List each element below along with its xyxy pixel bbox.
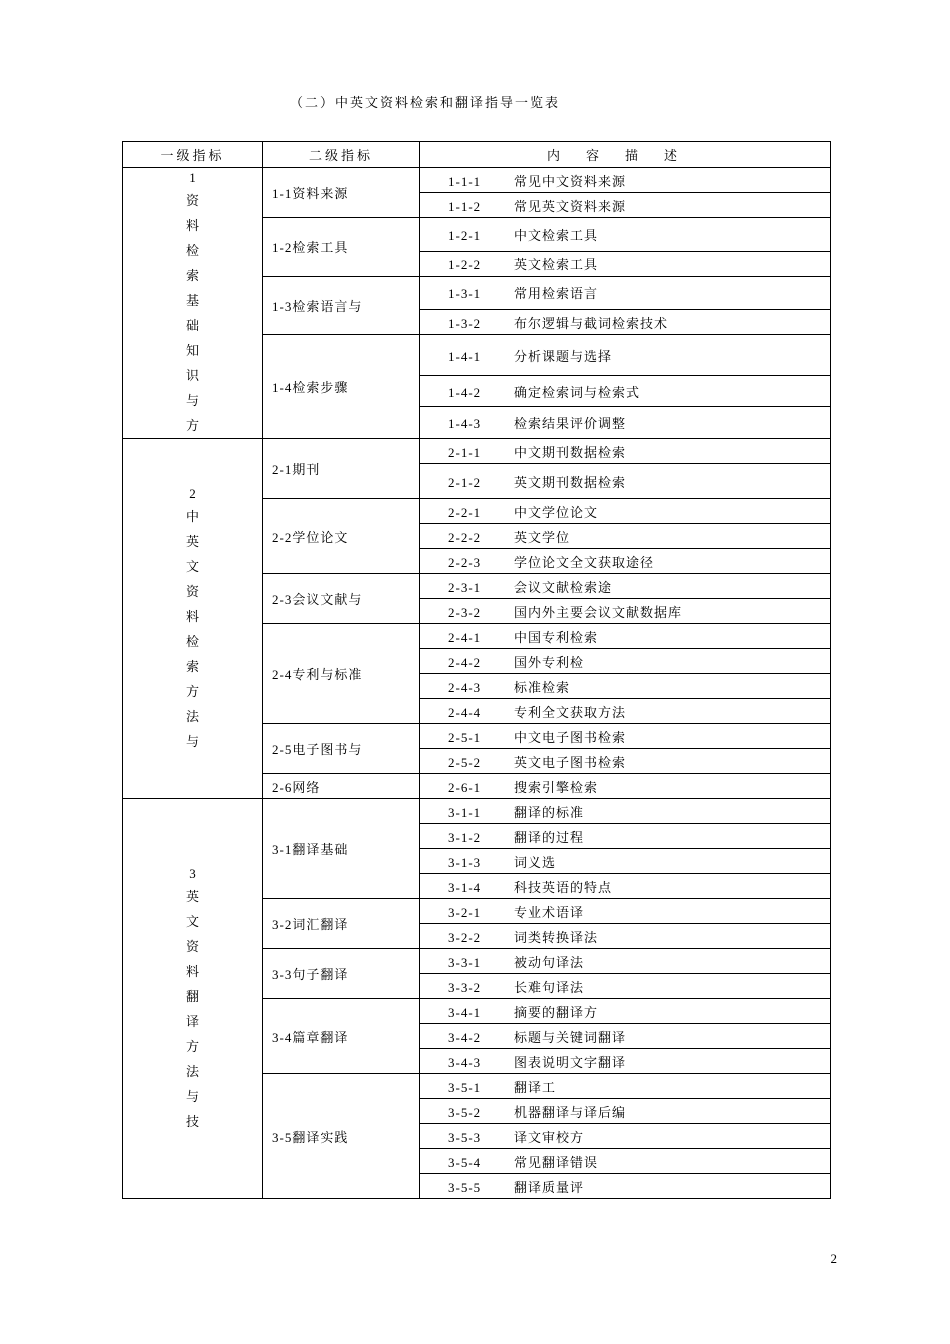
level1-char: 法 [185, 708, 199, 724]
item-code: 3-5-2 [448, 1104, 482, 1120]
content-cell [420, 974, 831, 999]
content-cell [420, 1149, 831, 1174]
content-cell [420, 949, 831, 974]
content-cell [420, 168, 831, 193]
level2-cell: 3-2词汇翻译 [263, 899, 420, 949]
content-cell [420, 1174, 831, 1199]
item-text: 被动句译法 [514, 954, 585, 970]
content-cell [420, 999, 831, 1024]
item-code: 3-1-3 [448, 854, 482, 870]
item-code: 2-1-2 [448, 474, 482, 490]
item-code: 2-4-1 [448, 629, 482, 645]
header-level1: 一级指标 [123, 142, 263, 168]
table-body [123, 168, 831, 1199]
level2-cell: 1-4检索步骤 [263, 335, 420, 439]
content-cell [420, 1099, 831, 1124]
item-code: 1-2-2 [448, 257, 482, 273]
item-text: 英文电子图书检索 [514, 754, 627, 770]
item-code: 1-4-2 [448, 384, 482, 400]
level1-char: 翻 [185, 988, 199, 1004]
item-text: 专业术语译 [514, 904, 585, 920]
item-text: 词类转换译法 [514, 929, 599, 945]
level1-char: 英 [185, 533, 199, 549]
level2-cell: 2-5电子图书与 [263, 724, 420, 774]
level1-char: 检 [185, 633, 199, 649]
content-cell [420, 218, 831, 252]
level1-cell [123, 168, 263, 439]
level1-char: 译 [185, 1013, 199, 1029]
content-cell [420, 799, 831, 824]
item-code: 1-3-2 [448, 315, 482, 331]
page-title: （二）中英文资料检索和翻译指导一览表 [290, 95, 561, 110]
item-code: 2-2-1 [448, 504, 482, 520]
level1-char: 知 [185, 343, 199, 358]
level1-char: 技 [185, 1113, 199, 1129]
level1-char: 检 [185, 243, 199, 258]
content-cell [420, 193, 831, 218]
level1-char: 与 [185, 733, 199, 749]
page-number: 2 [830, 1251, 837, 1266]
content-cell [420, 674, 831, 699]
item-code: 1-1-1 [448, 173, 482, 189]
item-code: 3-5-4 [448, 1154, 482, 1170]
item-code: 3-5-5 [448, 1179, 482, 1195]
item-code: 2-5-1 [448, 729, 482, 745]
level1-char: 基 [185, 293, 199, 308]
item-text: 英文检索工具 [514, 257, 599, 273]
item-text: 标题与关键词翻译 [514, 1029, 627, 1045]
item-text: 会议文献检索途 [514, 579, 613, 595]
item-text: 中文检索工具 [514, 227, 599, 243]
item-text: 常用检索语言 [514, 286, 599, 302]
indicator-table [122, 141, 831, 1199]
content-cell [420, 699, 831, 724]
content-cell [420, 849, 831, 874]
item-code: 2-2-2 [448, 529, 482, 545]
item-code: 1-1-2 [448, 198, 482, 214]
item-code: 2-6-1 [448, 779, 482, 795]
item-code: 3-2-2 [448, 929, 482, 945]
item-text: 翻译的过程 [514, 829, 585, 845]
item-text: 机器翻译与译后编 [514, 1104, 627, 1120]
content-cell [420, 1049, 831, 1074]
item-code: 3-1-2 [448, 829, 482, 845]
level1-char: 料 [185, 608, 199, 624]
item-text: 中国专利检索 [514, 629, 599, 645]
level1-char: 础 [185, 318, 199, 333]
item-text: 常见英文资料来源 [514, 198, 627, 214]
level1-char: 索 [185, 658, 199, 674]
item-code: 2-3-2 [448, 604, 482, 620]
level1-char: 方 [185, 1038, 199, 1054]
content-cell [420, 624, 831, 649]
item-text: 分析课题与选择 [514, 348, 613, 364]
level2-cell: 3-1翻译基础 [263, 799, 420, 899]
level2-cell: 1-2检索工具 [263, 218, 420, 277]
level2-cell: 2-1期刊 [263, 439, 420, 499]
item-code: 3-4-2 [448, 1029, 482, 1045]
level1-number: 3 [189, 865, 196, 881]
content-cell [420, 724, 831, 749]
level1-cell [123, 799, 263, 1199]
item-code: 3-3-1 [448, 954, 482, 970]
table-header-row [123, 142, 831, 168]
level1-number: 2 [189, 485, 196, 501]
content-cell [420, 251, 831, 276]
content-cell [420, 774, 831, 799]
content-cell [420, 310, 831, 335]
level2-cell: 3-4篇章翻译 [263, 999, 420, 1074]
content-cell [420, 464, 831, 499]
item-text: 翻译质量评 [514, 1179, 585, 1195]
item-code: 3-1-4 [448, 879, 482, 895]
item-code: 2-2-3 [448, 554, 482, 570]
item-code: 1-3-1 [448, 286, 482, 302]
content-cell [420, 1024, 831, 1049]
item-code: 2-1-1 [448, 444, 482, 460]
level1-char: 与 [185, 393, 199, 408]
level1-char: 中 [185, 508, 199, 524]
level1-char: 方 [185, 683, 199, 699]
level1-char: 文 [185, 913, 199, 929]
level2-cell: 1-1资料来源 [263, 168, 420, 218]
level1-cell [123, 439, 263, 799]
level1-char: 法 [185, 1063, 199, 1079]
item-code: 2-5-2 [448, 754, 482, 770]
level1-char: 料 [185, 963, 199, 979]
content-cell [420, 1074, 831, 1099]
content-cell [420, 574, 831, 599]
content-cell [420, 407, 831, 439]
content-cell [420, 499, 831, 524]
item-text: 常见翻译错误 [514, 1154, 599, 1170]
item-text: 国外专利检 [514, 654, 585, 670]
content-cell [420, 899, 831, 924]
item-text: 中文期刊数据检索 [514, 444, 627, 460]
content-cell [420, 1124, 831, 1149]
item-text: 译文审校方 [514, 1129, 585, 1145]
level1-char: 索 [185, 268, 199, 283]
level1-char: 资 [185, 938, 199, 954]
content-cell [420, 276, 831, 310]
item-text: 长难句译法 [514, 979, 585, 995]
item-code: 3-1-1 [448, 804, 482, 820]
level2-cell: 2-4专利与标准 [263, 624, 420, 724]
item-code: 2-4-3 [448, 679, 482, 695]
content-cell [420, 335, 831, 376]
content-cell [420, 649, 831, 674]
item-text: 学位论文全文获取途径 [514, 554, 655, 570]
item-code: 3-2-1 [448, 904, 482, 920]
content-cell [420, 376, 831, 407]
item-text: 英文期刊数据检索 [514, 474, 627, 490]
item-text: 国内外主要会议文献数据库 [514, 604, 683, 620]
level1-char: 与 [185, 1088, 199, 1104]
content-cell [420, 439, 831, 464]
level2-cell: 3-3句子翻译 [263, 949, 420, 999]
header-level2: 二级指标 [263, 142, 420, 168]
item-code: 2-3-1 [448, 579, 482, 595]
item-text: 翻译工 [514, 1079, 557, 1095]
item-text: 搜索引擎检索 [514, 779, 599, 795]
item-text: 布尔逻辑与截词检索技术 [514, 315, 669, 331]
item-text: 检索结果评价调整 [514, 416, 627, 431]
item-code: 3-4-1 [448, 1004, 482, 1020]
level2-cell: 2-2学位论文 [263, 499, 420, 574]
content-cell [420, 824, 831, 849]
level1-char: 料 [185, 218, 199, 233]
item-text: 科技英语的特点 [514, 879, 613, 895]
table-row [123, 799, 831, 824]
level1-char: 方 [185, 418, 199, 433]
content-cell [420, 549, 831, 574]
level1-char: 英 [185, 888, 199, 904]
item-text: 专利全文获取方法 [514, 704, 627, 720]
content-cell [420, 524, 831, 549]
item-text: 常见中文资料来源 [514, 173, 627, 189]
item-code: 2-4-4 [448, 704, 482, 720]
item-code: 3-3-2 [448, 979, 482, 995]
table-row [123, 168, 831, 193]
item-text: 标准检索 [514, 679, 571, 695]
item-code: 3-5-3 [448, 1129, 482, 1145]
level2-cell: 3-5翻译实践 [263, 1074, 420, 1199]
table-row [123, 439, 831, 464]
item-text: 翻译的标准 [514, 804, 585, 820]
level1-char: 文 [185, 558, 199, 574]
content-cell [420, 749, 831, 774]
item-code: 3-4-3 [448, 1054, 482, 1070]
item-text: 中文学位论文 [514, 504, 599, 520]
level2-cell: 1-3检索语言与 [263, 276, 420, 335]
item-text: 摘要的翻译方 [514, 1004, 599, 1020]
content-cell [420, 874, 831, 899]
item-text: 词义选 [514, 854, 557, 870]
item-text: 图表说明文字翻译 [514, 1054, 627, 1070]
level2-cell: 2-6网络 [263, 774, 420, 799]
level2-cell: 2-3会议文献与 [263, 574, 420, 624]
item-code: 1-4-3 [448, 416, 482, 431]
level1-char: 资 [185, 193, 199, 208]
content-cell [420, 924, 831, 949]
level1-number: 1 [189, 170, 196, 185]
item-code: 1-2-1 [448, 227, 482, 243]
header-content: 内容描述 [420, 142, 831, 168]
item-code: 2-4-2 [448, 654, 482, 670]
item-text: 英文学位 [514, 529, 571, 545]
item-text: 中文电子图书检索 [514, 729, 627, 745]
level1-char: 资 [185, 583, 199, 599]
item-code: 3-5-1 [448, 1079, 482, 1095]
item-text: 确定检索词与检索式 [514, 384, 641, 400]
level1-char: 识 [185, 368, 199, 383]
content-cell [420, 599, 831, 624]
item-code: 1-4-1 [448, 348, 482, 364]
